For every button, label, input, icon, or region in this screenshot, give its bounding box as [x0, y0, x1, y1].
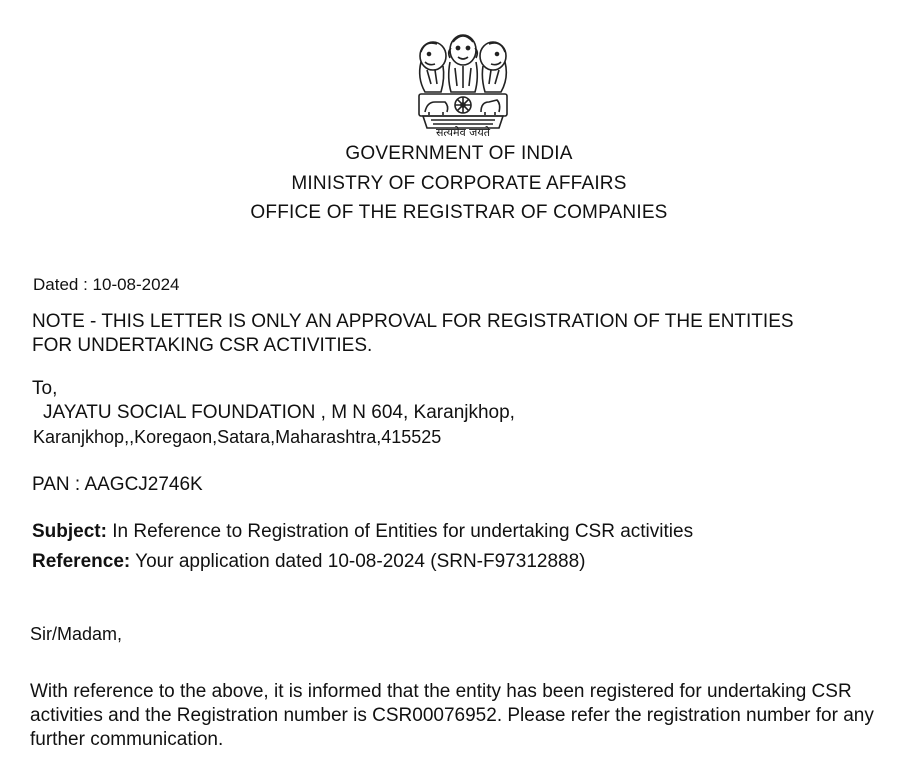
recipient-address-line1: JAYATU SOCIAL FOUNDATION , M N 604, Karanjkhop, — [43, 402, 515, 423]
pan-number: PAN : AAGCJ2746K — [32, 474, 203, 495]
recipient-address-line2: Karanjkhop,,Koregaon,Satara,Maharashtra,415525 — [33, 427, 442, 447]
header-government: GOVERNMENT OF INDIA — [345, 143, 573, 164]
recipient-label: To, — [32, 378, 58, 399]
reference-label: Reference: — [32, 551, 131, 572]
header-office: OFFICE OF THE REGISTRAR OF COMPANIES — [250, 202, 668, 223]
national-emblem-icon — [403, 22, 523, 142]
letter-date: Dated : 10-08-2024 — [33, 275, 180, 294]
reference-line — [32, 551, 585, 573]
approval-note: NOTE - THIS LETTER IS ONLY AN APPROVAL FOR REGISTRATION OF THE ENTITIES FOR UNDERTAKING CSR ACTIVITIES. — [32, 311, 794, 356]
subject-line — [32, 521, 693, 543]
emblem-motto: सत्यमेव जयते — [435, 126, 490, 139]
subject-text: In Reference to Registration of Entities for undertaking CSR activities — [106, 521, 694, 542]
header-ministry: MINISTRY OF CORPORATE AFFAIRS — [291, 173, 627, 194]
reference-text: Your application dated 10-08-2024 (SRN-F97312888) — [130, 551, 586, 572]
salutation: Sir/Madam, — [30, 624, 123, 644]
subject-label: Subject: — [32, 521, 107, 542]
letter-body: With reference to the above, it is informed that the entity has been registered for undertaking CSR activities and the Registration number is CSR00076952. Please refer the registration number for any further communication. — [30, 681, 874, 750]
